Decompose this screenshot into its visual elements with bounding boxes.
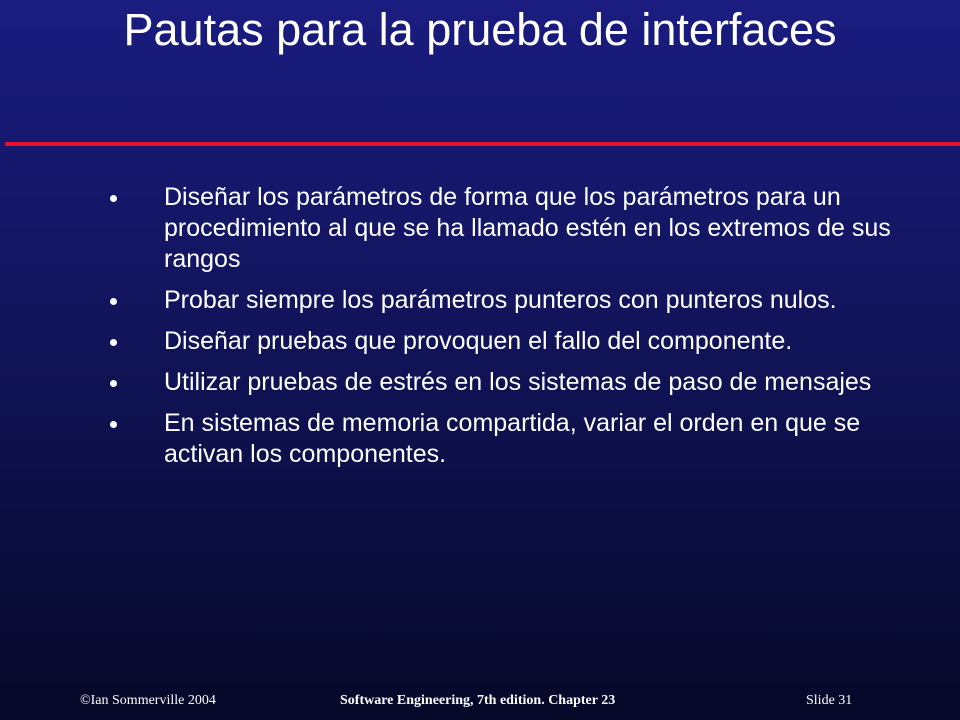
- bullet-item: [110, 285, 920, 316]
- bullet-dot-icon: [110, 195, 117, 202]
- bullet-text: En sistemas de memoria compartida, variar el orden en que se activan los componentes.: [164, 409, 861, 468]
- title-divider: [5, 142, 960, 146]
- slide-footer: [0, 693, 960, 715]
- bullet-dot-icon: [110, 339, 117, 346]
- bullet-item: [110, 367, 920, 398]
- footer-copyright: ©Ian Sommerville 2004: [80, 693, 216, 708]
- bullet-text: Diseñar pruebas que provoquen el fallo del componente.: [164, 327, 793, 355]
- bullet-dot-icon: [110, 298, 117, 305]
- footer-slide-number: Slide 31: [806, 693, 853, 708]
- bullet-dot-icon: [110, 380, 117, 387]
- bullet-dot-icon: [110, 421, 117, 428]
- bullet-text: Diseñar los parámetros de forma que los parámetros para un procedimiento al que se ha llamado estén en los extremos de sus rangos: [164, 183, 891, 273]
- bullet-item: [110, 326, 920, 357]
- bullet-list: [110, 182, 920, 480]
- footer-book-title: Software Engineering, 7th edition. Chapter 23: [340, 693, 616, 708]
- slide-title: Pautas para la prueba de interfaces: [123, 4, 837, 55]
- bullet-text: Probar siempre los parámetros punteros con punteros nulos.: [164, 286, 837, 314]
- bullet-text: Utilizar pruebas de estrés en los sistemas de paso de mensajes: [164, 368, 872, 396]
- bullet-item: [110, 182, 920, 275]
- bullet-item: [110, 408, 920, 470]
